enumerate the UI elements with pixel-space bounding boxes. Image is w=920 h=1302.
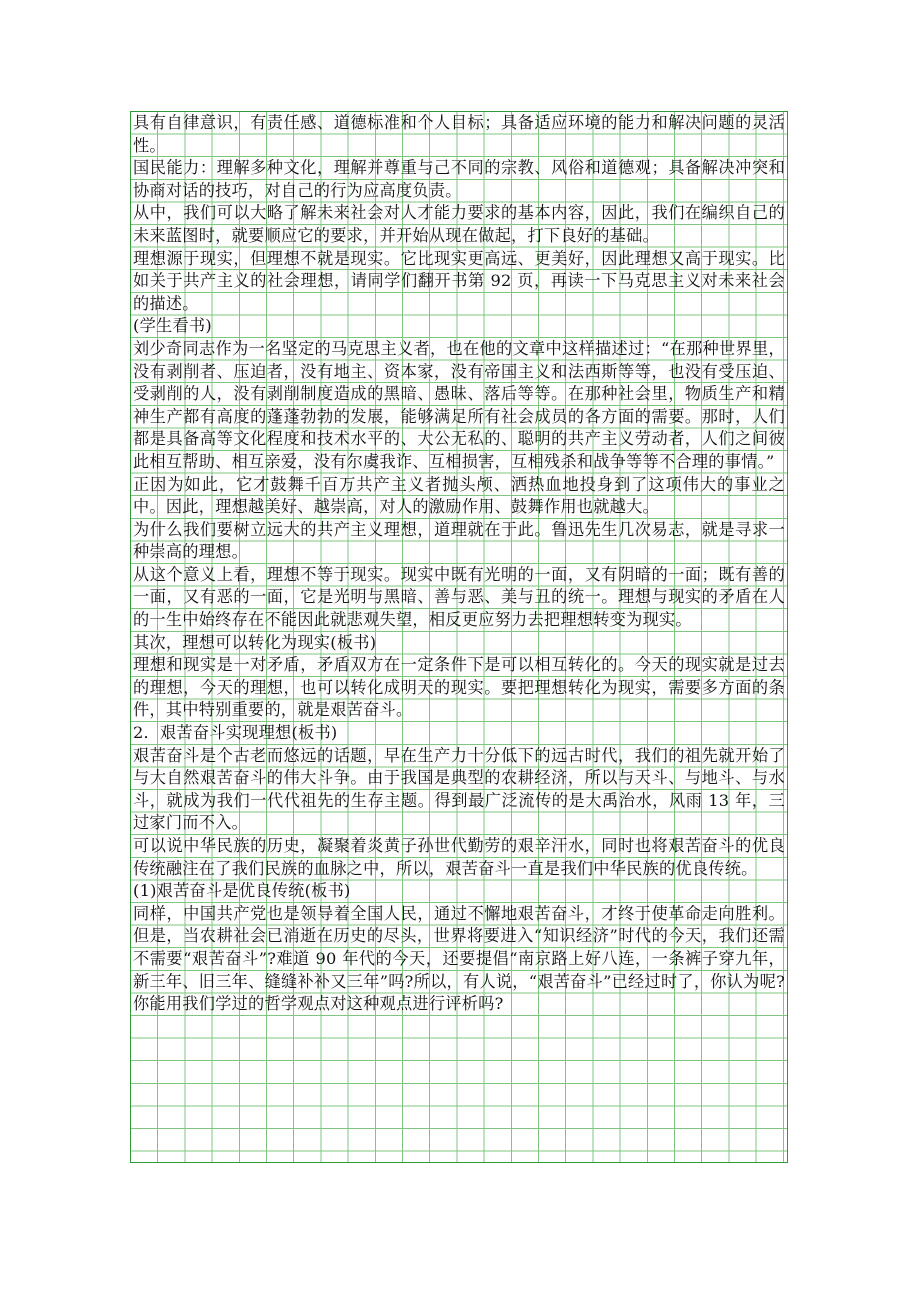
paragraph-self-discipline: 具有自律意识，有责任感、道德标准和个人目标；具备适应环境的能力和解决问题的灵活性。 [133,113,785,155]
paragraph-knowledge-economy: 同样，中国共产党也是领导着全国人民，通过不懈地艰苦奋斗，才终于使革命走向胜利。但是，当农耕社会已消逝在历史的尽头，世界将要进入“知识经济”时代的今天，我们还需不需要“艰苦奋斗”?难道 90 年代的今天，还要提倡“南京路上好八连，一条裤子穿九年，新三年、旧三年、缝缝补补又三年”吗?所以，有人说，“艰苦奋斗”已经过时了，你认为呢?你能用我们学过的哲学观点对这种观点进行评析吗? [133,903,785,1014]
document-body [133,112,785,1016]
paragraph-ancient-struggle: 艰苦奋斗是个古老而悠远的话题，早在生产力十分低下的远古时代，我们的祖先就开始了与大自然艰苦奋斗的伟大斗争。由于我国是典型的农耕经济，所以与天斗、与地斗、与水斗，就成为我们一代代祖先的生存主题。得到最广泛流传的是大禹治水，风雨 13 年，三过家门而不入。 [133,745,785,833]
paragraph-liu-shaoqi-quote: 刘少奇同志作为一名坚定的马克思主义者，也在他的文章中这样描述过：“在那种世界里，没有剥削者、压迫者，没有地主、资本家，没有帝国主义和法西斯等等，也没有受压迫、受剥削的人，没有剥削制度造成的黑暗、愚昧、落后等等。在那种社会里，物质生产和精神生产都有高度的蓬蓬勃勃的发展，能够满足所有社会成员的各方面的需要。那时，人们都是具备高等文化程度和技术水平的、大公无私的、聪明的共产主义劳动者，人们之间彼此相互帮助、相互亲爱，没有尔虞我诈、互相损害，互相残杀和战争等等不合理的事情。” [133,338,785,471]
paragraph-future-blueprint: 从中，我们可以大略了解未来社会对人才能力要求的基本内容，因此，我们在编织自己的未来蓝图时，就要顺应它的要求，并开始从现在做起，打下良好的基础。 [133,203,785,245]
paragraph-national-history: 可以说中华民族的历史，凝聚着炎黄子孙世代勤劳的艰辛汗水，同时也将艰苦奋斗的优良传统融注在了我们民族的血脉之中，所以，艰苦奋斗一直是我们中华民族的优良传统。 [133,836,785,878]
paragraph-student-reading: (学生看书) [133,316,212,336]
heading-fine-tradition: (1)艰苦奋斗是优良传统(板书) [133,881,351,901]
paragraph-contradiction: 理想和现实是一对矛盾，矛盾双方在一定条件下是可以相互转化的。今天的现实就是过去的理想，今天的理想，也可以转化成明天的现实。要把理想转化为现实，需要多方面的条件，其中特别重要的，就是艰苦奋斗。 [133,655,785,720]
heading-hard-work: 2．艰苦奋斗实现理想(板书) [133,723,338,743]
paragraph-lu-xun: 为什么我们要树立远大的共产主义理想，道理就在于此。鲁迅先生几次易志，就是寻求一种崇高的理想。 [133,519,785,562]
paragraph-ideal-not-reality: 从这个意义上看，理想不等于现实。现实中既有光明的一面，又有阴暗的一面；既有善的一面，又有恶的一面，它是光明与黑暗、善与恶、美与丑的统一。理想与现实的矛盾在人的一生中始终存在不能因此就悲观失望，相反更应努力去把理想转变为现实。 [133,564,785,630]
heading-ideal-transform: 其次，理想可以转化为现实(板书) [133,632,377,652]
paragraph-national-ability: 国民能力：理解多种文化，理解并尊重与己不同的宗教、风俗和道德观；具备解决冲突和协商对话的技巧，对自己的行为应高度负责。 [133,158,785,200]
paragraph-ideal-from-reality: 理想源于现实，但理想不就是现实。它比现实更高远、更美好，因此理想又高于现实。比如关于共产主义的社会理想，请同学们翻开书第 92 页，再读一下马克思主义对未来社会的描述。 [133,248,785,313]
paragraph-inspiration: 正因为如此，它才鼓舞千百万共产主义者抛头颅、洒热血地投身到了这项伟大的事业之中。因此，理想越美好、越崇高，对人的激励作用、鼓舞作用也就越大。 [133,474,785,517]
